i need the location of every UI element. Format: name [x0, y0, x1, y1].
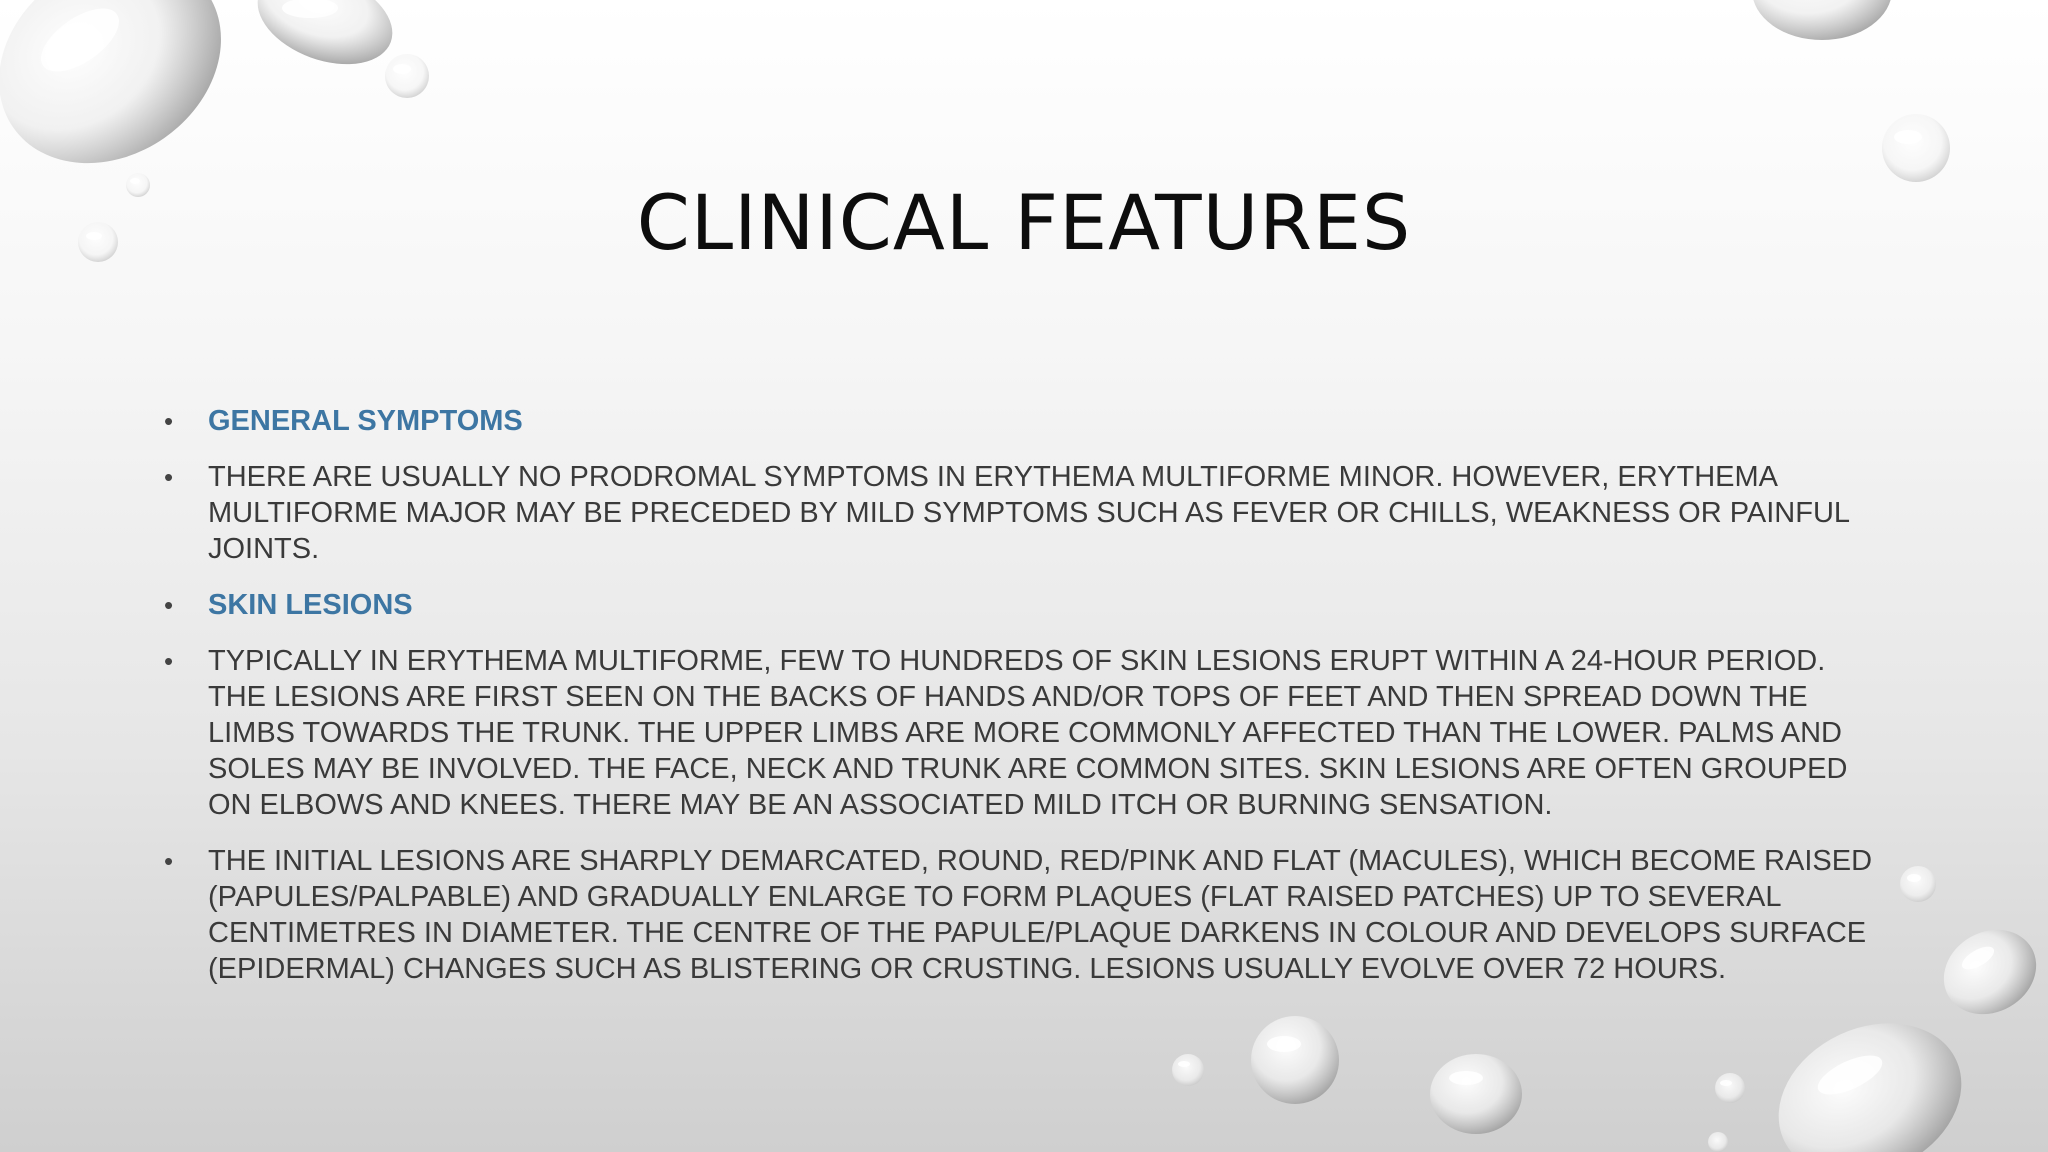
- water-drop-icon: [1715, 1073, 1745, 1103]
- slide-title: CLINICAL FEATURES: [636, 178, 1412, 267]
- water-drop-icon: [1752, 0, 1892, 40]
- bullet-point-icon: •: [164, 590, 174, 620]
- bullet-point-icon: •: [164, 406, 174, 436]
- bullet-point-icon: •: [164, 462, 174, 492]
- bullet-point-icon: •: [164, 846, 174, 876]
- water-drop-icon: [1928, 913, 2048, 1030]
- bullet-list: [160, 403, 1890, 1007]
- water-drop-icon: [0, 0, 261, 206]
- water-drop-icon: [245, 0, 405, 81]
- water-drop-icon: [1172, 1054, 1204, 1086]
- water-drop-icon: [385, 54, 429, 98]
- bullet-text: THE INITIAL LESIONS ARE SHARPLY DEMARCATED, ROUND, RED/PINK AND FLAT (MACULES), WHICH BECOME RAISED (PAPULES/PALPABLE) AND GRADUALLY ENLARGE TO FORM PLAQUES (FLAT RAISED PATCHES) UP TO SEVERAL CENTIMETRES IN DIAMETER. THE CENTRE OF THE PAPULE/PLAQUE DARKENS IN COLOUR AND DEVELOPS SURFACE (EPIDERMAL) CHANGES SUCH AS BLISTERING OR CRUSTING. LESIONS USUALLY EVOLVE OVER 72 HOURS.: [208, 845, 1873, 985]
- water-drop-icon: [1430, 1054, 1522, 1134]
- water-drop-icon: [1900, 866, 1936, 902]
- bullet-point-icon: •: [164, 646, 174, 676]
- bullet-item: [160, 587, 1890, 623]
- bullet-text: GENERAL SYMPTOMS: [208, 405, 523, 437]
- water-drop-icon: [1882, 114, 1950, 182]
- bullet-text: THERE ARE USUALLY NO PRODROMAL SYMPTOMS IN ERYTHEMA MULTIFORME MINOR. HOWEVER, ERYTHEMA MULTIFORME MAJOR MAY BE PRECEDED BY MILD SYMPTOMS SUCH AS FEVER OR CHILLS, WEAKNESS OR PAINFUL JOINTS.: [208, 461, 1849, 565]
- water-drop-icon: [1708, 1132, 1728, 1152]
- water-drop-icon: [1753, 995, 1986, 1152]
- water-drop-icon: [1251, 1016, 1339, 1104]
- bullet-item: [160, 459, 1890, 567]
- bullet-item: [160, 403, 1890, 439]
- bullet-item: [160, 643, 1890, 823]
- bullet-text: SKIN LESIONS: [208, 589, 413, 621]
- bullet-text: TYPICALLY IN ERYTHEMA MULTIFORME, FEW TO HUNDREDS OF SKIN LESIONS ERUPT WITHIN A 24-HOUR PERIOD. THE LESIONS ARE FIRST SEEN ON THE BACKS OF HANDS AND/OR TOPS OF FEET AND THEN SPREAD DOWN THE LIMBS TOWARDS THE TRUNK. THE UPPER LIMBS ARE MORE COMMONLY AFFECTED THAN THE LOWER. PALMS AND SOLES MAY BE INVOLVED. THE FACE, NECK AND TRUNK ARE COMMON SITES. SKIN LESIONS ARE OFTEN GROUPED ON ELBOWS AND KNEES. THERE MAY BE AN ASSOCIATED MILD ITCH OR BURNING SENSATION.: [208, 645, 1848, 821]
- bullet-item: [160, 843, 1890, 987]
